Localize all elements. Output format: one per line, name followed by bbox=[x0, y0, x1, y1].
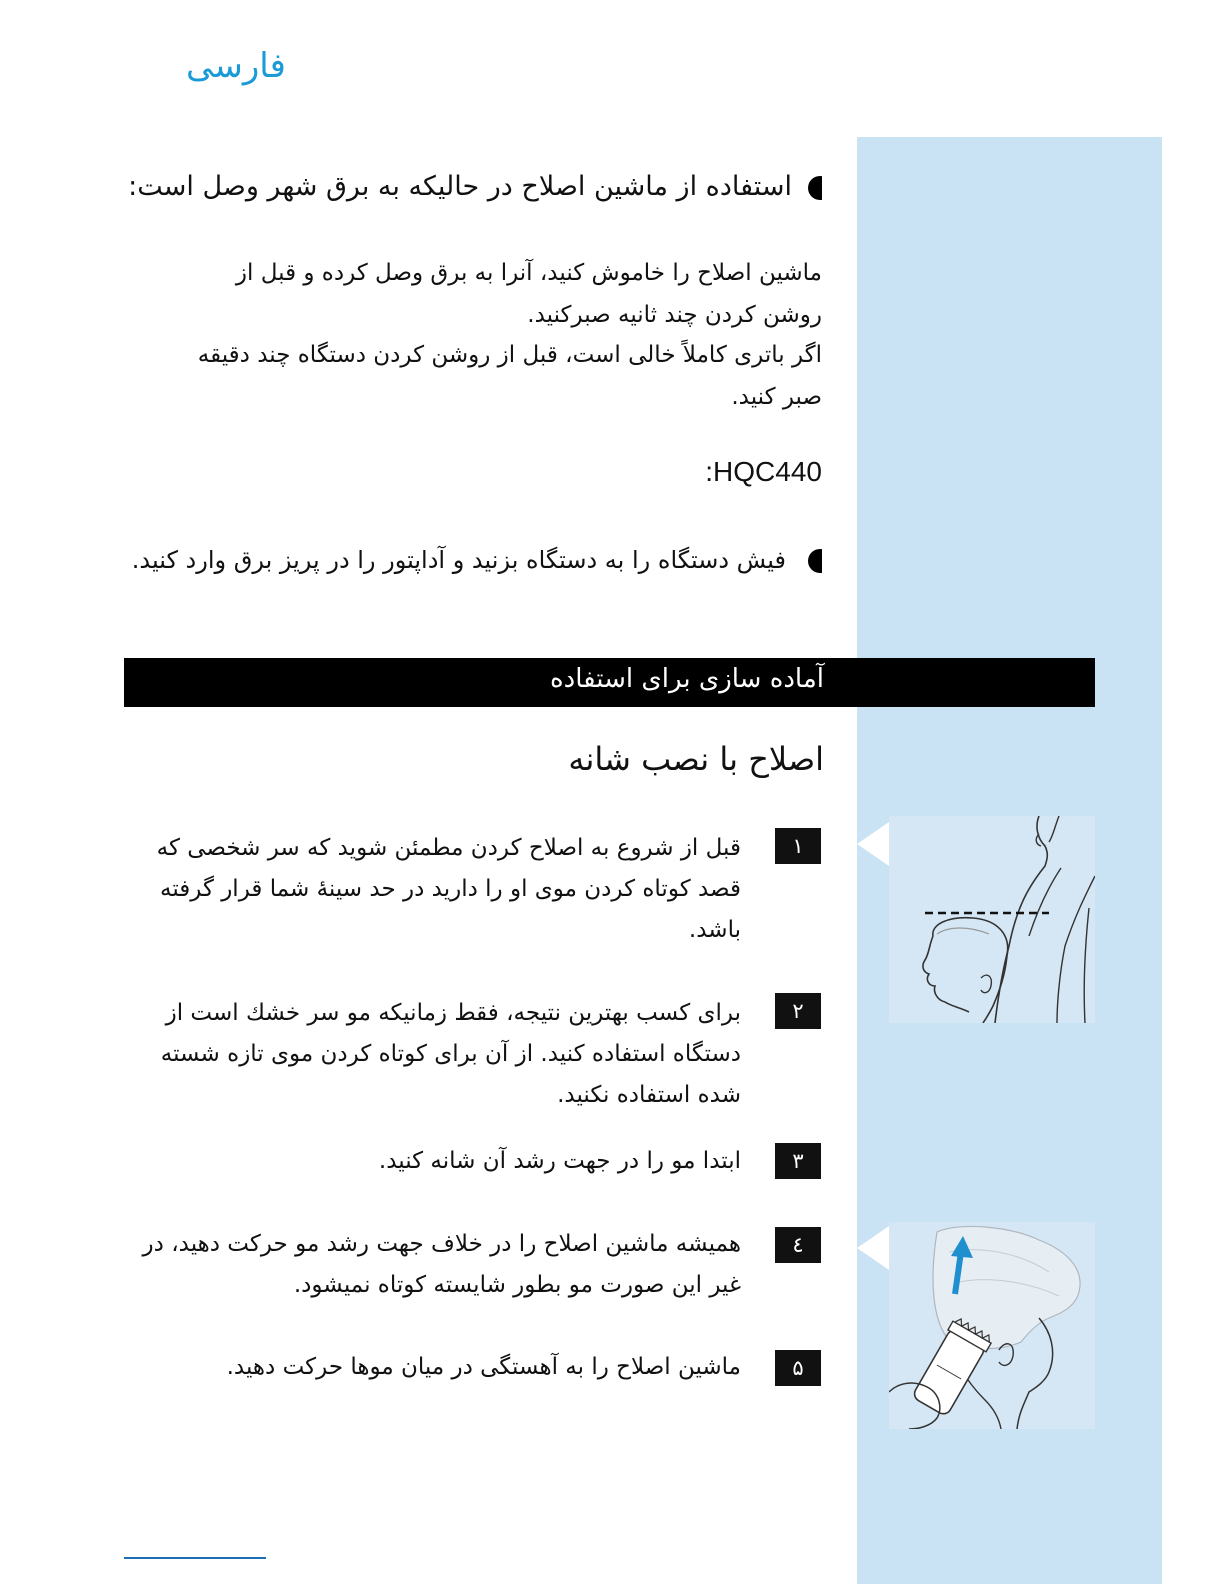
step-text: ماشین اصلاح را به آهستگی در میان موها حرکت دهید. bbox=[226, 1354, 741, 1380]
step-text: ابتدا مو را در جهت رشد آن شانه کنید. bbox=[378, 1148, 741, 1174]
pointer-icon bbox=[857, 822, 889, 866]
power-line-3: اگر باتری کاملاً خالی است، قبل از روشن کردن دستگاه چند دقیقه bbox=[197, 342, 822, 368]
posture-illustration bbox=[889, 816, 1095, 1023]
clipper-illustration bbox=[889, 1222, 1095, 1429]
step-text: قبل از شروع به اصلاح کردن مطمئن شوید که سر شخصی که قصد کوتاه کردن موی او را دارید در حد سینۀ شما قرار گرفته باشد. bbox=[156, 835, 741, 943]
power-heading: استفاده از ماشین اصلاح در حالیکه به برق شهر وصل است: bbox=[128, 171, 792, 202]
subsection-title: اصلاح با نصب شانه bbox=[568, 740, 824, 778]
band-title: آماده سازی برای استفاده bbox=[550, 664, 824, 694]
pointer-icon bbox=[857, 1226, 889, 1270]
step-number: ۳ bbox=[775, 1143, 821, 1179]
step-number: ۵ bbox=[775, 1350, 821, 1386]
power-line-4: صبر کنید. bbox=[731, 384, 822, 410]
step-text: همیشه ماشین اصلاح را در خلاف جهت رشد مو حرکت دهید، در غیر این صورت مو بطور شایسته کوتاه نمیشود. bbox=[142, 1231, 741, 1298]
model-label: :HQC440 bbox=[705, 456, 822, 487]
power-line-2: روشن کردن چند ثانیه صبرکنید. bbox=[527, 302, 822, 328]
bullet-icon bbox=[808, 549, 822, 573]
step-number: ۲ bbox=[775, 993, 821, 1029]
power-line-1: ماشین اصلاح را خاموش کنید، آنرا به برق وصل کرده و قبل از bbox=[235, 260, 822, 286]
adapter-text: فیش دستگاه را به دستگاه بزنید و آداپتور را در پریز برق وارد کنید. bbox=[131, 546, 786, 574]
footer-divider bbox=[124, 1557, 266, 1559]
bullet-icon bbox=[808, 176, 822, 200]
language-label: فارسی bbox=[186, 46, 286, 86]
step-number: ٤ bbox=[775, 1227, 821, 1263]
step-text: برای کسب بهترین نتیجه، فقط زمانیکه مو سر خشك است از دستگاه استفاده کنید. از آن برای کوتاه کردن موی تازه شسته شده استفاده نکنید. bbox=[160, 1000, 741, 1108]
step-number: ۱ bbox=[775, 828, 821, 864]
